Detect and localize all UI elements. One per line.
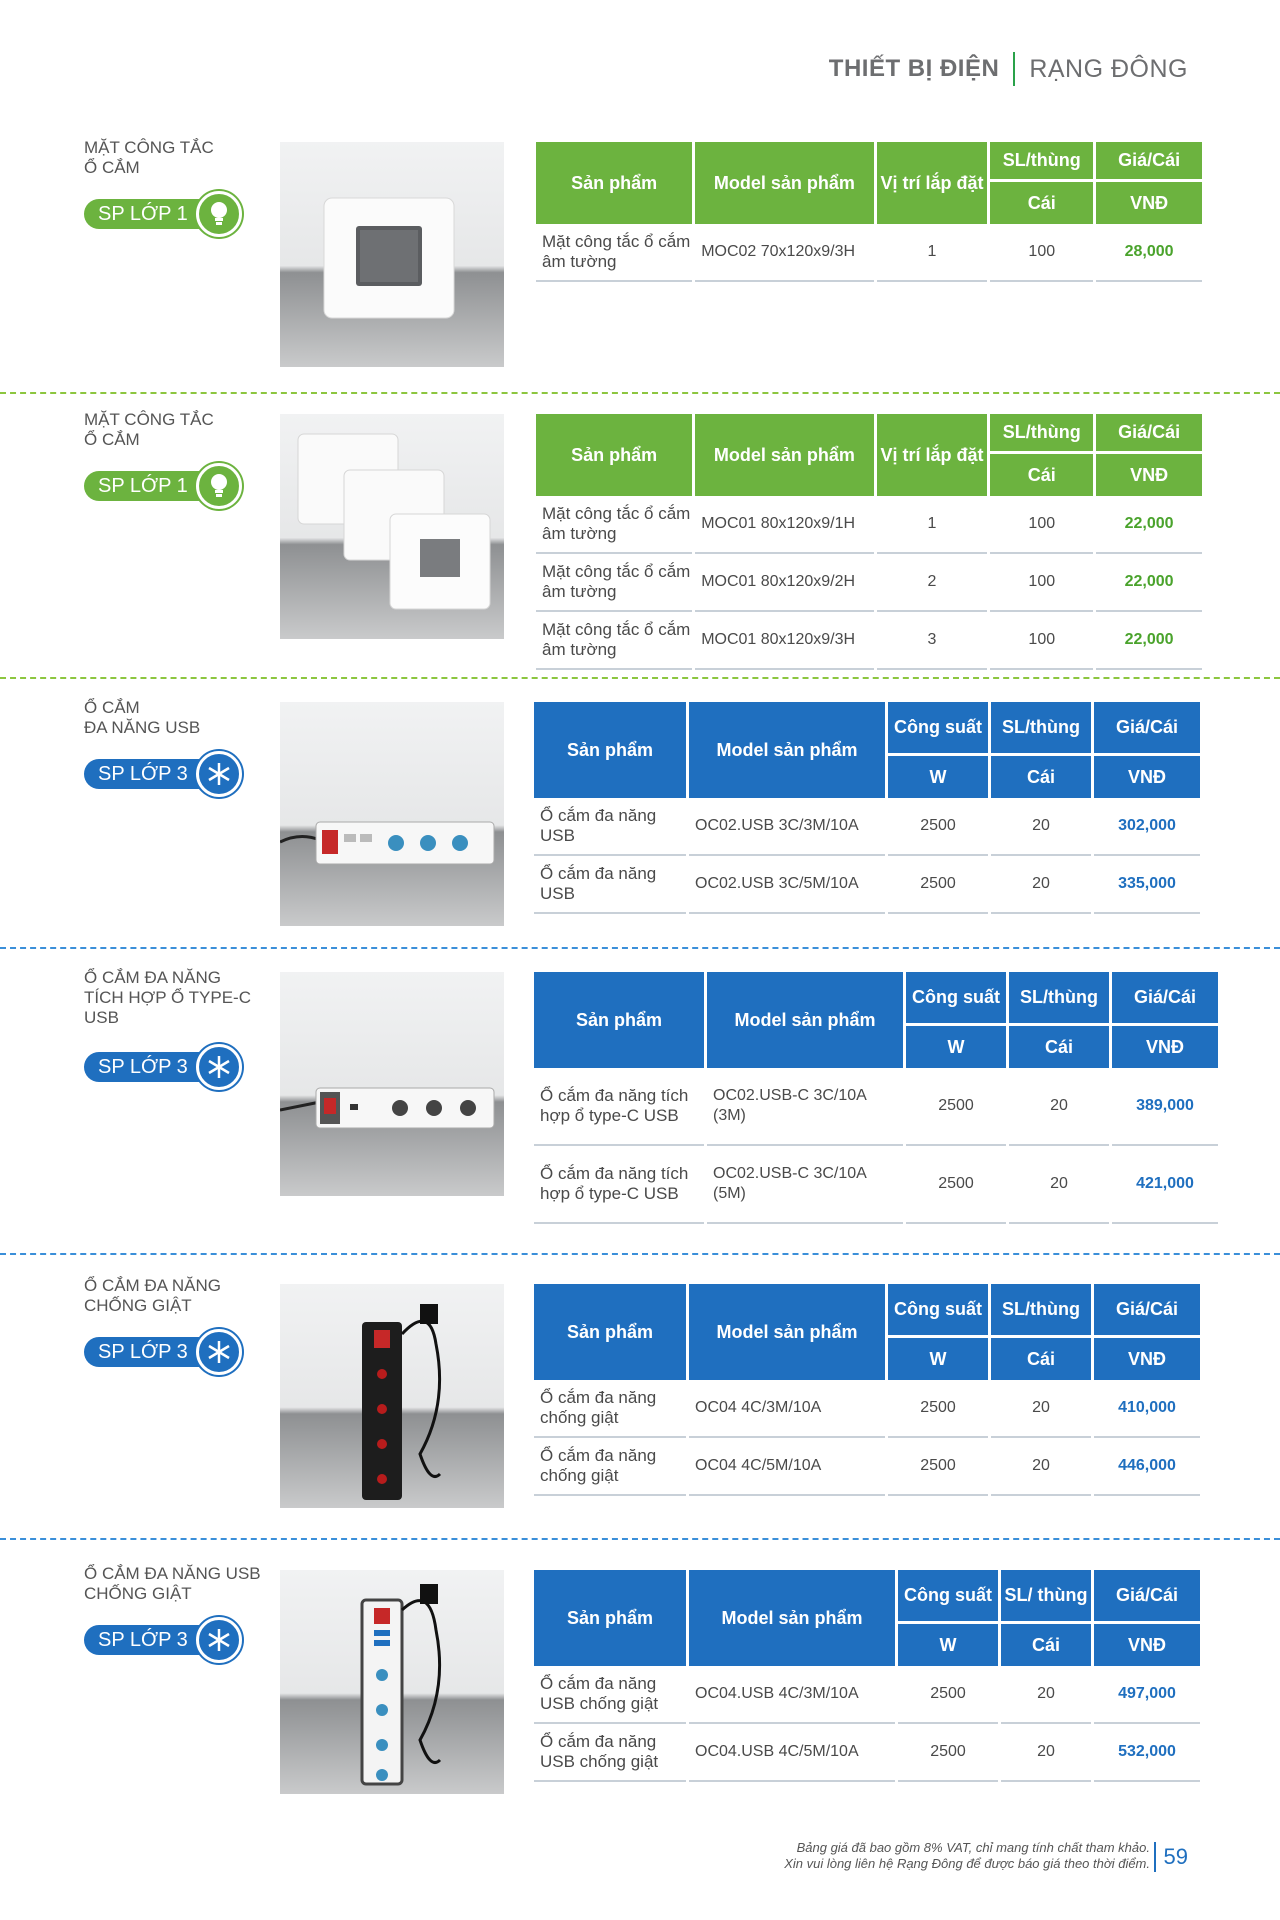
col-unit-price: VNĐ	[1094, 756, 1200, 798]
cell-price: 22,000	[1096, 612, 1202, 670]
col-header-position: Vị trí lắp đặt	[877, 414, 988, 496]
page-header	[829, 52, 1188, 86]
category-label	[84, 1564, 261, 1604]
table-row	[536, 224, 1202, 282]
cell-model: OC04.USB 4C/5M/10A	[689, 1724, 895, 1782]
header-brand: RẠNG ĐÔNG	[1029, 54, 1188, 83]
cell-product: Ổ cắm đa năng USB chống giật	[534, 1724, 686, 1782]
lightbulb-icon	[196, 191, 242, 237]
price-table	[531, 702, 1203, 914]
category-line: Ổ CẮM ĐA NĂNG USB	[84, 1564, 261, 1583]
cell-model: MOC01 80x120x9/3H	[695, 612, 873, 670]
col-unit-price: VNĐ	[1096, 454, 1202, 496]
section-divider	[0, 677, 1280, 679]
cell-product: Ổ cắm đa năng chống giật	[534, 1438, 686, 1496]
cell-qty: 20	[1001, 1666, 1091, 1724]
category-line: CHỐNG GIẬT	[84, 1584, 192, 1603]
col-unit-qty: Cái	[991, 1338, 1091, 1380]
col-unit-price: VNĐ	[1112, 1026, 1218, 1068]
table-row	[536, 554, 1202, 612]
col-unit-power: W	[906, 1026, 1006, 1068]
cell-power: 2500	[906, 1068, 1006, 1146]
category-line: ĐA NĂNG USB	[84, 718, 201, 737]
badge-label: SP LỚP 1	[84, 199, 216, 229]
col-unit-qty: Cái	[1001, 1624, 1091, 1666]
col-header-qty: SL/thùng	[990, 414, 1093, 454]
category-label	[84, 138, 214, 178]
badge-label: SP LỚP 3	[84, 1625, 216, 1655]
section-divider	[0, 947, 1280, 949]
power-strip-typec-image	[280, 972, 504, 1196]
category-line: Ổ CẮM	[84, 158, 140, 177]
table-row	[534, 1380, 1200, 1438]
col-header-price: Giá/Cái	[1096, 414, 1202, 454]
col-header-product: Sản phẩm	[534, 972, 704, 1068]
cell-model: OC02.USB 3C/3M/10A	[689, 798, 885, 856]
cell-power: 2500	[888, 798, 988, 856]
product-photo	[280, 1570, 504, 1794]
col-header-price: Giá/Cái	[1094, 702, 1200, 756]
col-unit-qty: Cái	[990, 454, 1093, 496]
category-line: Ổ CẮM	[84, 698, 140, 717]
section-divider	[0, 392, 1280, 394]
class-badge	[84, 469, 242, 503]
col-header-product: Sản phẩm	[536, 414, 692, 496]
col-header-price: Giá/Cái	[1096, 142, 1202, 182]
category-line: MẶT CÔNG TẮC	[84, 410, 214, 429]
col-header-product: Sản phẩm	[534, 702, 686, 798]
category-label	[84, 410, 214, 450]
cell-price: 28,000	[1096, 224, 1202, 282]
col-unit-price: VNĐ	[1096, 182, 1202, 224]
cell-qty: 100	[990, 224, 1093, 282]
cell-qty: 20	[1001, 1724, 1091, 1782]
section-divider	[0, 1538, 1280, 1540]
power-strip-image	[280, 702, 504, 926]
cell-product: Mặt công tắc ổ cắm âm tường	[536, 224, 692, 282]
cell-price: 22,000	[1096, 554, 1202, 612]
col-header-power: Công suất	[888, 702, 988, 756]
col-header-product: Sản phẩm	[536, 142, 692, 224]
price-table	[531, 1284, 1203, 1496]
col-header-qty: SL/thùng	[991, 1284, 1091, 1338]
col-header-price: Giá/Cái	[1094, 1570, 1200, 1624]
cell-qty: 20	[991, 1380, 1091, 1438]
cell-power: 2500	[888, 856, 988, 914]
cell-product: Mặt công tắc ổ cắm âm tường	[536, 612, 692, 670]
cell-power: 2500	[906, 1146, 1006, 1224]
product-photo	[280, 142, 504, 367]
category-line: USB	[84, 1008, 119, 1027]
col-header-model: Model sản phẩm	[695, 414, 873, 496]
footer-contact-note: Xin vui lòng liên hệ Rạng Đông để được báo giá theo thời điểm.	[784, 1856, 1150, 1871]
cell-power: 2500	[898, 1724, 998, 1782]
col-header-product: Sản phẩm	[534, 1284, 686, 1380]
col-unit-price: VNĐ	[1094, 1338, 1200, 1380]
cell-model: OC02.USB 3C/5M/10A	[689, 856, 885, 914]
col-header-model: Model sản phẩm	[707, 972, 903, 1068]
col-header-model: Model sản phẩm	[689, 1284, 885, 1380]
header-category: THIẾT BỊ ĐIỆN	[828, 55, 1000, 82]
cell-price: 446,000	[1094, 1438, 1200, 1496]
table-row	[534, 1146, 1218, 1224]
class-badge	[84, 1623, 242, 1657]
footer-vat-note: Bảng giá đã bao gồm 8% VAT, chỉ mang tính chất tham khảo.	[796, 1840, 1150, 1855]
col-header-model: Model sản phẩm	[695, 142, 873, 224]
category-line: MẶT CÔNG TẮC	[84, 138, 214, 157]
cell-power: 2500	[888, 1438, 988, 1496]
table-row	[536, 612, 1202, 670]
footer-note	[784, 1840, 1150, 1872]
badge-label: SP LỚP 3	[84, 1052, 216, 1082]
class-badge	[84, 197, 242, 231]
cell-product: Ổ cắm đa năng tích hợp ổ type-C USB	[534, 1068, 704, 1146]
cell-price: 410,000	[1094, 1380, 1200, 1438]
cell-qty: 100	[990, 496, 1093, 554]
badge-label: SP LỚP 3	[84, 759, 216, 789]
col-unit-qty: Cái	[991, 756, 1091, 798]
category-line: Ổ CẮM	[84, 430, 140, 449]
cell-position: 1	[877, 496, 988, 554]
col-unit-power: W	[898, 1624, 998, 1666]
class-badge	[84, 1050, 242, 1084]
cell-price: 421,000	[1112, 1146, 1218, 1224]
lightbulb-icon	[196, 463, 242, 509]
cell-model: OC04 4C/3M/10A	[689, 1380, 885, 1438]
cell-model: OC02.USB-C 3C/10A (5M)	[707, 1146, 903, 1224]
cell-model: MOC02 70x120x9/3H	[695, 224, 873, 282]
badge-label: SP LỚP 3	[84, 1337, 216, 1367]
page-number: 59	[1154, 1842, 1188, 1872]
cell-price: 389,000	[1112, 1068, 1218, 1146]
cell-power: 2500	[888, 1380, 988, 1438]
table-row	[534, 798, 1200, 856]
col-header-power: Công suất	[898, 1570, 998, 1624]
table-row	[534, 1666, 1200, 1724]
col-header-model: Model sản phẩm	[689, 1570, 895, 1666]
cell-qty: 20	[991, 1438, 1091, 1496]
cell-price: 22,000	[1096, 496, 1202, 554]
category-line: Ổ CẮM ĐA NĂNG	[84, 968, 221, 987]
col-unit-power: W	[888, 1338, 988, 1380]
cell-qty: 20	[991, 798, 1091, 856]
category-label	[84, 968, 251, 1028]
table-row	[536, 496, 1202, 554]
cell-qty: 100	[990, 612, 1093, 670]
cell-model: MOC01 80x120x9/2H	[695, 554, 873, 612]
col-header-product: Sản phẩm	[534, 1570, 686, 1666]
snowflake-icon	[196, 1617, 242, 1663]
cell-model: OC04.USB 4C/3M/10A	[689, 1666, 895, 1724]
col-header-price: Giá/Cái	[1112, 972, 1218, 1026]
product-photo	[280, 702, 504, 926]
cell-price: 335,000	[1094, 856, 1200, 914]
cell-qty: 100	[990, 554, 1093, 612]
col-header-power: Công suất	[888, 1284, 988, 1338]
category-line: TÍCH HỢP Ổ TYPE-C	[84, 988, 251, 1007]
category-label	[84, 698, 200, 738]
cell-price: 302,000	[1094, 798, 1200, 856]
col-header-model: Model sản phẩm	[689, 702, 885, 798]
col-header-position: Vị trí lắp đặt	[877, 142, 988, 224]
header-separator	[1013, 52, 1015, 86]
black-power-strip-image	[280, 1284, 504, 1508]
cell-model: OC02.USB-C 3C/10A (3M)	[707, 1068, 903, 1146]
product-photo	[280, 972, 504, 1196]
col-header-qty: SL/thùng	[990, 142, 1093, 182]
price-table	[533, 142, 1205, 282]
col-header-price: Giá/Cái	[1094, 1284, 1200, 1338]
cell-position: 3	[877, 612, 988, 670]
price-table	[533, 414, 1205, 670]
class-badge	[84, 757, 242, 791]
table-row	[534, 856, 1200, 914]
table-row	[534, 1068, 1218, 1146]
category-line: Ổ CẮM ĐA NĂNG	[84, 1276, 221, 1295]
cell-product: Ổ cắm đa năng chống giật	[534, 1380, 686, 1438]
cell-model: MOC01 80x120x9/1H	[695, 496, 873, 554]
cell-qty: 20	[1009, 1146, 1109, 1224]
badge-label: SP LỚP 1	[84, 471, 216, 501]
usb-power-strip-image	[280, 1570, 504, 1794]
category-label	[84, 1276, 221, 1316]
table-row	[534, 1724, 1200, 1782]
snowflake-icon	[196, 751, 242, 797]
cell-position: 2	[877, 554, 988, 612]
wall-plate-image	[280, 142, 504, 367]
cell-qty: 20	[1009, 1068, 1109, 1146]
price-table	[531, 972, 1221, 1224]
col-header-power: Công suất	[906, 972, 1006, 1026]
product-photo	[280, 414, 504, 639]
cell-model: OC04 4C/5M/10A	[689, 1438, 885, 1496]
cell-price: 532,000	[1094, 1724, 1200, 1782]
col-header-qty: SL/ thùng	[1001, 1570, 1091, 1624]
col-header-qty: SL/thùng	[1009, 972, 1109, 1026]
cell-product: Mặt công tắc ổ cắm âm tường	[536, 554, 692, 612]
cell-qty: 20	[991, 856, 1091, 914]
cell-price: 497,000	[1094, 1666, 1200, 1724]
product-photo	[280, 1284, 504, 1508]
class-badge	[84, 1335, 242, 1369]
col-unit-qty: Cái	[1009, 1026, 1109, 1068]
col-unit-price: VNĐ	[1094, 1624, 1200, 1666]
cell-power: 2500	[898, 1666, 998, 1724]
price-table	[531, 1570, 1203, 1782]
cell-position: 1	[877, 224, 988, 282]
snowflake-icon	[196, 1044, 242, 1090]
cell-product: Ổ cắm đa năng USB chống giật	[534, 1666, 686, 1724]
category-line: CHỐNG GIẬT	[84, 1296, 192, 1315]
snowflake-icon	[196, 1329, 242, 1375]
col-unit-power: W	[888, 756, 988, 798]
cell-product: Ổ cắm đa năng tích hợp ổ type-C USB	[534, 1146, 704, 1224]
wall-plates-image	[280, 414, 504, 639]
cell-product: Ổ cắm đa năng USB	[534, 856, 686, 914]
table-row	[534, 1438, 1200, 1496]
cell-product: Ổ cắm đa năng USB	[534, 798, 686, 856]
cell-product: Mặt công tắc ổ cắm âm tường	[536, 496, 692, 554]
section-divider	[0, 1253, 1280, 1255]
col-unit-qty: Cái	[990, 182, 1093, 224]
col-header-qty: SL/thùng	[991, 702, 1091, 756]
